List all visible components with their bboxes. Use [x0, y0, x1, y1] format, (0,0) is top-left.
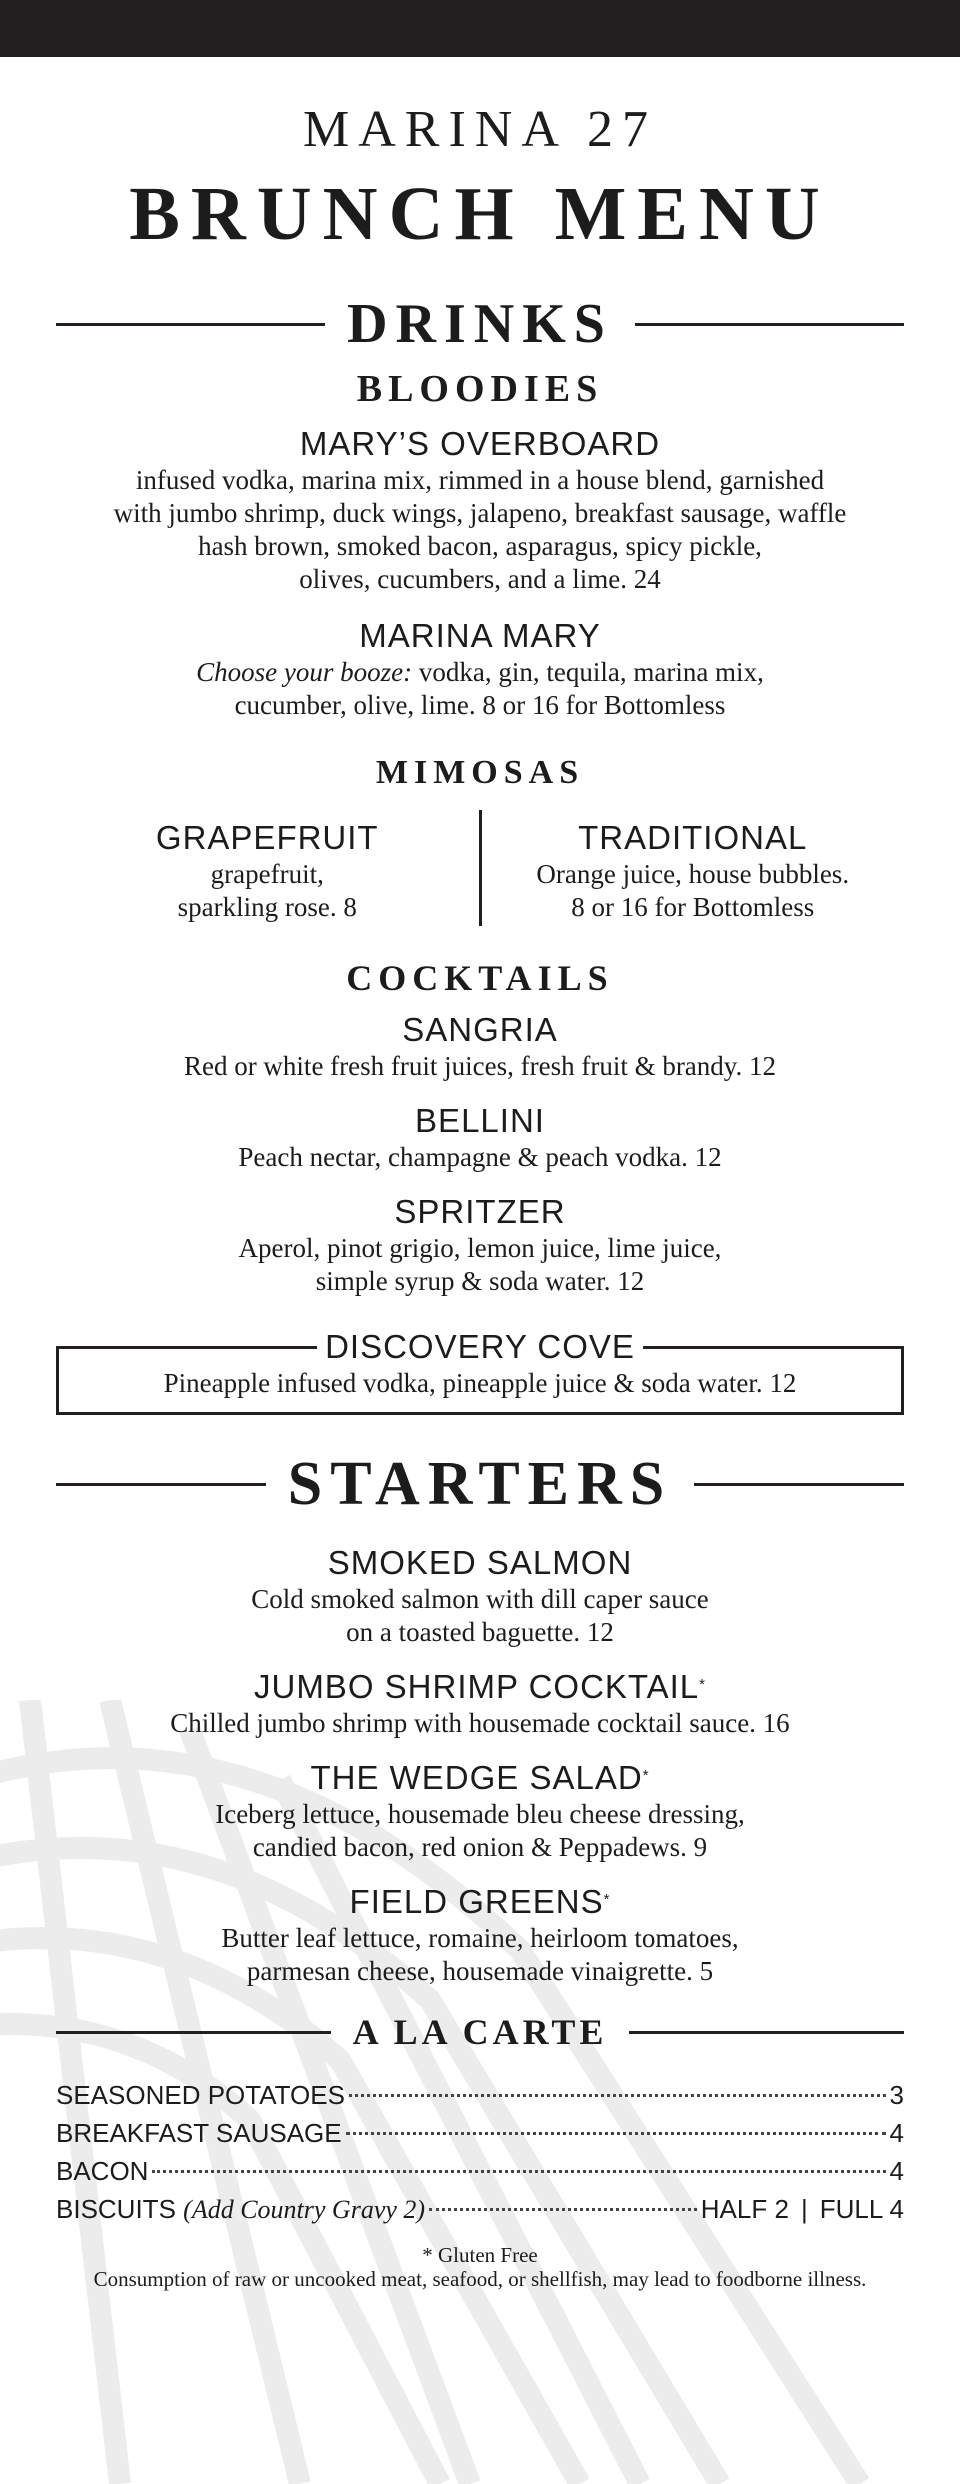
starters-section-header [56, 1450, 904, 1518]
item-description: cucumber, olive, lime. 8 or 16 for Bottomless [234, 690, 726, 720]
item-description: Cold smoked salmon with dill caper sauce [251, 1584, 709, 1614]
menu-item [56, 1192, 904, 1298]
item-name: JUMBO SHRIMP COCKTAIL* [253, 1668, 706, 1705]
dot-leader [152, 2170, 885, 2173]
item-description: candied bacon, red onion & Peppadews. 9 [252, 1832, 708, 1862]
half-price: HALF 2 [700, 2194, 789, 2224]
item-description: sparkling rose. 8 [177, 892, 357, 922]
menu-item [56, 424, 904, 596]
item-name: BREAKFAST SAUSAGE [56, 2118, 342, 2148]
booze-choice-label: Choose your booze: [196, 657, 413, 687]
list-item [56, 2152, 904, 2190]
item-description: on a toasted baguette. 12 [346, 1617, 614, 1647]
item-name: GRAPEFRUIT [155, 819, 379, 856]
alacarte-list [56, 2076, 904, 2229]
item-description: hash brown, smoked bacon, asparagus, spicy pickle, [198, 531, 762, 561]
item-name: SEASONED POTATOES [56, 2080, 345, 2110]
full-price: FULL 4 [819, 2194, 904, 2224]
item-description: Choose your booze: vodka, gin, tequila, marina mix, [196, 657, 764, 687]
menu-item [56, 1882, 904, 1988]
item-description: Orange juice, house bubbles. [536, 859, 850, 889]
divider-rule [56, 323, 325, 326]
price-separator: | [800, 2194, 808, 2224]
divider-rule [635, 323, 904, 326]
gluten-free-mark: * [603, 1891, 611, 1908]
item-price: 3 [889, 2080, 904, 2110]
mimosa-columns [56, 810, 904, 926]
alacarte-heading: A LA CARTE [352, 2012, 608, 2052]
item-name: SMOKED SALMON [327, 1544, 633, 1581]
item-description: grapefruit, [210, 859, 324, 889]
item-description: Peach nectar, champagne & peach vodka. 12 [238, 1142, 722, 1172]
menu-item [56, 616, 904, 722]
gluten-free-mark: * [642, 1767, 650, 1784]
divider-rule [56, 2031, 331, 2034]
menu-item [56, 1010, 904, 1083]
featured-cocktail-box [56, 1328, 904, 1415]
item-name: DISCOVERY COVE [317, 1327, 643, 1367]
list-item [56, 2076, 904, 2114]
cocktails-heading: COCKTAILS [346, 958, 614, 998]
item-description: Chilled jumbo shrimp with housemade cocktail sauce. 16 [170, 1708, 790, 1738]
item-name: SANGRIA [402, 1011, 558, 1048]
item-name: BACON [56, 2156, 149, 2186]
menu-title: BRUNCH MENU [129, 172, 831, 256]
mimosa-grapefruit [56, 810, 479, 926]
divider-rule [56, 1483, 266, 1486]
gluten-free-note: * Gluten Free [422, 2243, 538, 2267]
menu-item [56, 1543, 904, 1649]
dot-leader [346, 2132, 886, 2135]
bloodies-heading: BLOODIES [356, 368, 604, 410]
item-name: TRADITIONAL [578, 819, 808, 856]
menu-item [56, 1667, 904, 1740]
item-price: 4 [889, 2118, 904, 2148]
divider-rule [629, 2031, 904, 2034]
item-name: BISCUITS [56, 2194, 176, 2224]
menu-item [56, 1758, 904, 1864]
menu-item [56, 1101, 904, 1174]
item-description: simple syrup & soda water. 12 [315, 1266, 645, 1296]
gravy-addon-note: (Add Country Gravy 2) [183, 2195, 426, 2224]
item-name: SPRITZER [394, 1193, 566, 1230]
item-description: infused vodka, marina mix, rimmed in a house blend, garnished [135, 465, 825, 495]
alacarte-section-header [56, 2014, 904, 2050]
brunch-menu [56, 100, 904, 2291]
item-description: Iceberg lettuce, housemade bleu cheese dressing, [215, 1799, 745, 1829]
dot-leader [349, 2094, 886, 2097]
list-item [56, 2190, 904, 2229]
item-description: Aperol, pinot grigio, lemon juice, lime juice, [238, 1233, 722, 1263]
mimosa-traditional [482, 810, 905, 926]
food-safety-warning: Consumption of raw or uncooked meat, seafood, or shellfish, may lead to foodborne illness. [93, 2267, 867, 2291]
item-description: parmesan cheese, housemade vinaigrette. 5 [246, 1956, 714, 1986]
item-description: Red or white fresh fruit juices, fresh fruit & brandy. 12 [183, 1051, 777, 1081]
item-price: 4 [889, 2156, 904, 2186]
item-name: FIELD GREENS* [349, 1883, 611, 1920]
item-name: BELLINI [415, 1102, 545, 1139]
item-name: MARINA MARY [359, 617, 601, 654]
item-description: Butter leaf lettuce, romaine, heirloom tomatoes, [221, 1923, 739, 1953]
gluten-free-mark: * [699, 1676, 706, 1693]
item-description: 8 or 16 for Bottomless [571, 892, 815, 922]
divider-rule [694, 1483, 904, 1486]
item-description: olives, cucumbers, and a lime. 24 [299, 564, 661, 594]
drinks-section-header [56, 293, 904, 355]
top-bar [0, 0, 960, 57]
item-name: THE WEDGE SALAD* [310, 1759, 650, 1796]
starters-heading: STARTERS [287, 1450, 673, 1518]
mimosas-heading: MIMOSAS [375, 754, 585, 791]
item-description: Pineapple infused vodka, pineapple juice & soda water. 12 [163, 1368, 797, 1398]
list-item [56, 2114, 904, 2152]
item-name: MARY’S OVERBOARD [299, 425, 661, 462]
dot-leader [429, 2208, 697, 2211]
item-description: with jumbo shrimp, duck wings, jalapeno, breakfast sausage, waffle [113, 498, 847, 528]
drinks-heading: DRINKS [347, 293, 613, 355]
restaurant-name: MARINA 27 [302, 101, 658, 158]
